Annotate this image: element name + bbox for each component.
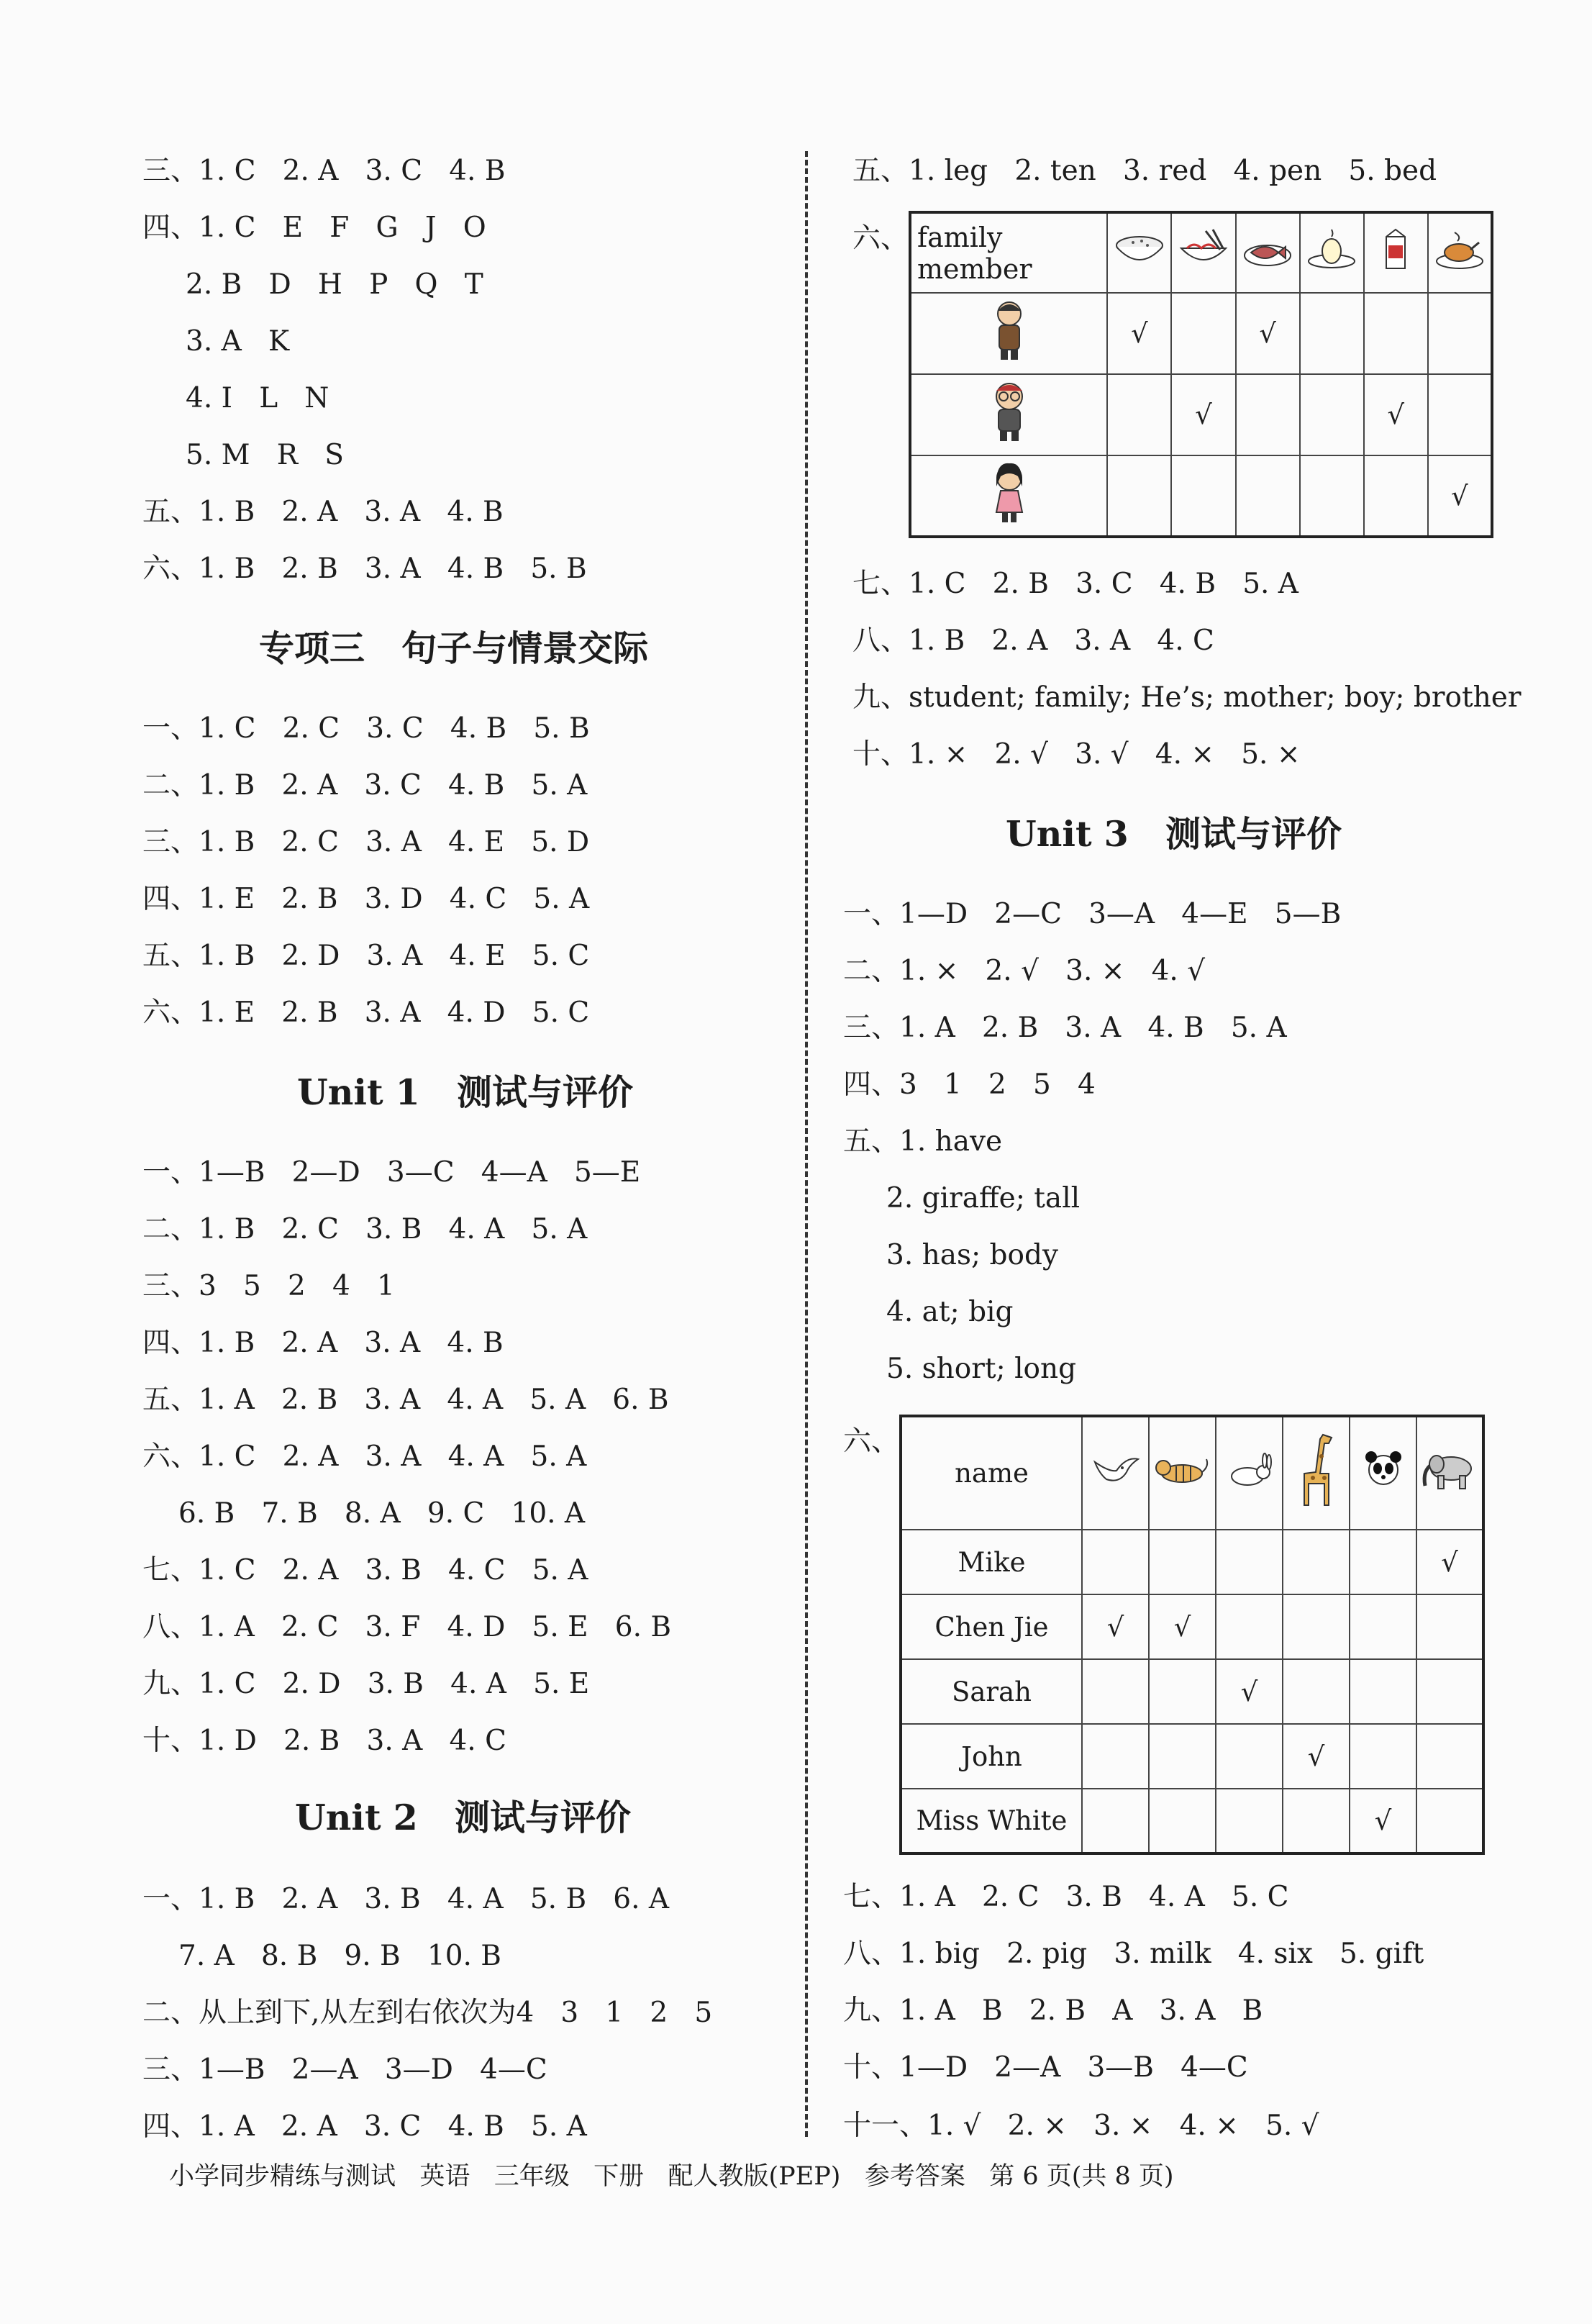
chicken-icon (1428, 212, 1492, 293)
answer-line: 5. short; long (886, 1353, 1077, 1385)
rabbit-icon (1216, 1416, 1283, 1530)
unit3-heading: Unit 3 测试与评价 (1006, 813, 1342, 855)
table-cell (1216, 1594, 1283, 1659)
unit2-heading: Unit 2 测试与评价 (295, 1797, 631, 1838)
answer-line: 四、3 1 2 5 4 (843, 1068, 1096, 1101)
answer-line: 五、1. B 2. D 3. A 4. E 5. C (142, 940, 590, 972)
answer-line: 十、1. × 2. √ 3. √ 4. × 5. × (852, 738, 1301, 771)
table-cell: √ (1149, 1594, 1216, 1659)
column-divider (805, 151, 808, 2137)
answer-line: 四、1. C E F G J O (142, 212, 486, 244)
table-cell (1149, 1789, 1216, 1853)
table-cell (1283, 1594, 1350, 1659)
answer-line: 八、1. A 2. C 3. F 4. D 5. E 6. B (142, 1611, 672, 1643)
section-heading: 专项三 句子与情景交际 (259, 628, 649, 669)
bird-icon (1082, 1416, 1149, 1530)
table-cell (1171, 455, 1235, 537)
table-cell: √ (1236, 293, 1300, 374)
answer-line: 七、1. C 2. B 3. C 4. B 5. A (852, 568, 1298, 600)
answer-line: 四、1. A 2. A 3. C 4. B 5. A (142, 2110, 587, 2143)
girl-icon (910, 455, 1107, 537)
answer-line: 五、1. A 2. B 3. A 4. A 5. A 6. B (142, 1384, 669, 1416)
answer-line: 四、1. E 2. B 3. D 4. C 5. A (142, 883, 590, 915)
table-cell (1082, 1724, 1149, 1789)
table-cell (1082, 1789, 1149, 1853)
table-cell (1428, 293, 1492, 374)
answer-line: 十、1—D 2—A 3—B 4—C (843, 2051, 1248, 2084)
answer-line: 七、1. A 2. C 3. B 4. A 5. C (843, 1881, 1289, 1913)
name-cell: John (901, 1724, 1082, 1789)
answer-line: 4. at; big (886, 1296, 1014, 1328)
table-cell (1416, 1724, 1483, 1789)
table-cell (1416, 1594, 1483, 1659)
answer-line: 六、1. C 2. A 3. A 4. A 5. A (142, 1440, 587, 1473)
boy-glasses-icon (910, 374, 1107, 455)
table-cell: √ (1283, 1724, 1350, 1789)
panda-icon (1350, 1416, 1416, 1530)
name-cell: Sarah (901, 1659, 1082, 1724)
answer-line: 十一、1. √ 2. × 3. × 4. × 5. √ (843, 2110, 1319, 2142)
milk-carton-icon (1364, 212, 1428, 293)
answer-line: 一、1—D 2—C 3—A 4—E 5—B (843, 898, 1342, 930)
table-cell (1300, 455, 1364, 537)
answer-line: 3. has; body (886, 1239, 1058, 1271)
table-cell (1149, 1659, 1216, 1724)
answer-line: 七、1. C 2. A 3. B 4. C 5. A (142, 1554, 588, 1587)
table-cell (1350, 1659, 1416, 1724)
name-cell: Miss White (901, 1789, 1082, 1853)
question-label: 六、 (852, 222, 909, 255)
table-cell (1428, 374, 1492, 455)
table-cell (1236, 374, 1300, 455)
egg-icon (1300, 212, 1364, 293)
table-cell (1236, 455, 1300, 537)
table-cell: √ (1107, 293, 1171, 374)
answer-line: 五、1. leg 2. ten 3. red 4. pen 5. bed (852, 155, 1437, 187)
table-cell (1216, 1789, 1283, 1853)
family-food-table (909, 211, 1493, 538)
answer-line: 三、3 5 2 4 1 (142, 1270, 395, 1302)
table-cell (1350, 1530, 1416, 1594)
answer-line: 二、1. × 2. √ 3. × 4. √ (843, 955, 1206, 987)
table-cell (1149, 1530, 1216, 1594)
table-cell (1283, 1530, 1350, 1594)
table-cell (1171, 293, 1235, 374)
answer-line: 三、1—B 2—A 3—D 4—C (142, 2053, 547, 2086)
elephant-icon (1416, 1416, 1483, 1530)
answer-line: 八、1. big 2. pig 3. milk 4. six 5. gift (843, 1938, 1424, 1970)
table-cell (1300, 293, 1364, 374)
table-cell (1149, 1724, 1216, 1789)
table-cell (1350, 1724, 1416, 1789)
answer-line: 一、1. C 2. C 3. C 4. B 5. B (142, 712, 590, 745)
answer-line: 三、1. C 2. A 3. C 4. B (142, 155, 506, 187)
answer-line: 九、student; family; He’s; mother; boy; brother (852, 681, 1522, 714)
table-cell (1107, 455, 1171, 537)
answer-line: 3. A K (186, 325, 290, 358)
table-cell: √ (1082, 1594, 1149, 1659)
table-header-cell: family member (910, 212, 1107, 293)
table-cell (1216, 1724, 1283, 1789)
answer-line: 九、1. A B 2. B A 3. A B (843, 1994, 1263, 2027)
answer-line: 四、1. B 2. A 3. A 4. B (142, 1327, 504, 1359)
answer-line: 5. M R S (186, 439, 345, 471)
table-cell (1416, 1789, 1483, 1853)
answer-line: 六、1. E 2. B 3. A 4. D 5. C (142, 997, 590, 1029)
table-cell (1082, 1530, 1149, 1594)
answer-line: 五、1. have (843, 1125, 1003, 1158)
fish-dish-icon (1236, 212, 1300, 293)
table-cell (1300, 374, 1364, 455)
noodles-icon (1171, 212, 1235, 293)
rice-icon (1107, 212, 1171, 293)
answer-line: 一、1. B 2. A 3. B 4. A 5. B 6. A (142, 1883, 670, 1915)
question-label: 六、 (843, 1425, 900, 1458)
table-cell (1283, 1659, 1350, 1724)
table-cell (1283, 1789, 1350, 1853)
grandpa-icon (910, 293, 1107, 374)
answer-line: 二、从上到下,从左到右依次为4 3 1 2 5 (142, 1997, 713, 2029)
table-cell (1107, 374, 1171, 455)
table-cell (1364, 455, 1428, 537)
answer-line: 十、1. D 2. B 3. A 4. C (142, 1725, 506, 1757)
name-cell: Chen Jie (901, 1594, 1082, 1659)
table-cell: √ (1428, 455, 1492, 537)
unit1-heading: Unit 1 测试与评价 (297, 1071, 633, 1113)
table-cell (1364, 293, 1428, 374)
answer-line: 八、1. B 2. A 3. A 4. C (852, 625, 1214, 657)
giraffe-icon (1283, 1416, 1350, 1530)
table-cell: √ (1350, 1789, 1416, 1853)
answer-line: 三、1. B 2. C 3. A 4. E 5. D (142, 826, 590, 858)
answer-line: 六、1. B 2. B 3. A 4. B 5. B (142, 553, 587, 585)
table-cell (1082, 1659, 1149, 1724)
answer-line: 九、1. C 2. D 3. B 4. A 5. E (142, 1668, 590, 1700)
table-cell (1216, 1530, 1283, 1594)
table-cell (1416, 1659, 1483, 1724)
table-cell: √ (1171, 374, 1235, 455)
answer-line: 二、1. B 2. C 3. B 4. A 5. A (142, 1213, 588, 1245)
page-footer: 小学同步精练与测试 英语 三年级 下册 配人教版(PEP) 参考答案 第 6 页(共 8 页) (169, 2162, 1174, 2191)
answer-line: 7. A 8. B 9. B 10. B (178, 1940, 501, 1972)
answer-line: 2. B D H P Q T (186, 268, 483, 301)
table-cell (1350, 1594, 1416, 1659)
answer-line: 6. B 7. B 8. A 9. C 10. A (178, 1497, 586, 1530)
answer-line: 2. giraffe; tall (886, 1182, 1081, 1215)
table-header-cell: name (901, 1416, 1082, 1530)
answer-line: 一、1—B 2—D 3—C 4—A 5—E (142, 1156, 641, 1189)
name-cell: Mike (901, 1530, 1082, 1594)
animal-table (899, 1415, 1485, 1855)
answer-line: 三、1. A 2. B 3. A 4. B 5. A (843, 1012, 1287, 1044)
table-cell: √ (1416, 1530, 1483, 1594)
table-cell: √ (1364, 374, 1428, 455)
answer-line: 4. I L N (186, 382, 329, 414)
tiger-icon (1149, 1416, 1216, 1530)
answer-line: 二、1. B 2. A 3. C 4. B 5. A (142, 769, 588, 802)
table-cell: √ (1216, 1659, 1283, 1724)
answer-line: 五、1. B 2. A 3. A 4. B (142, 496, 504, 528)
